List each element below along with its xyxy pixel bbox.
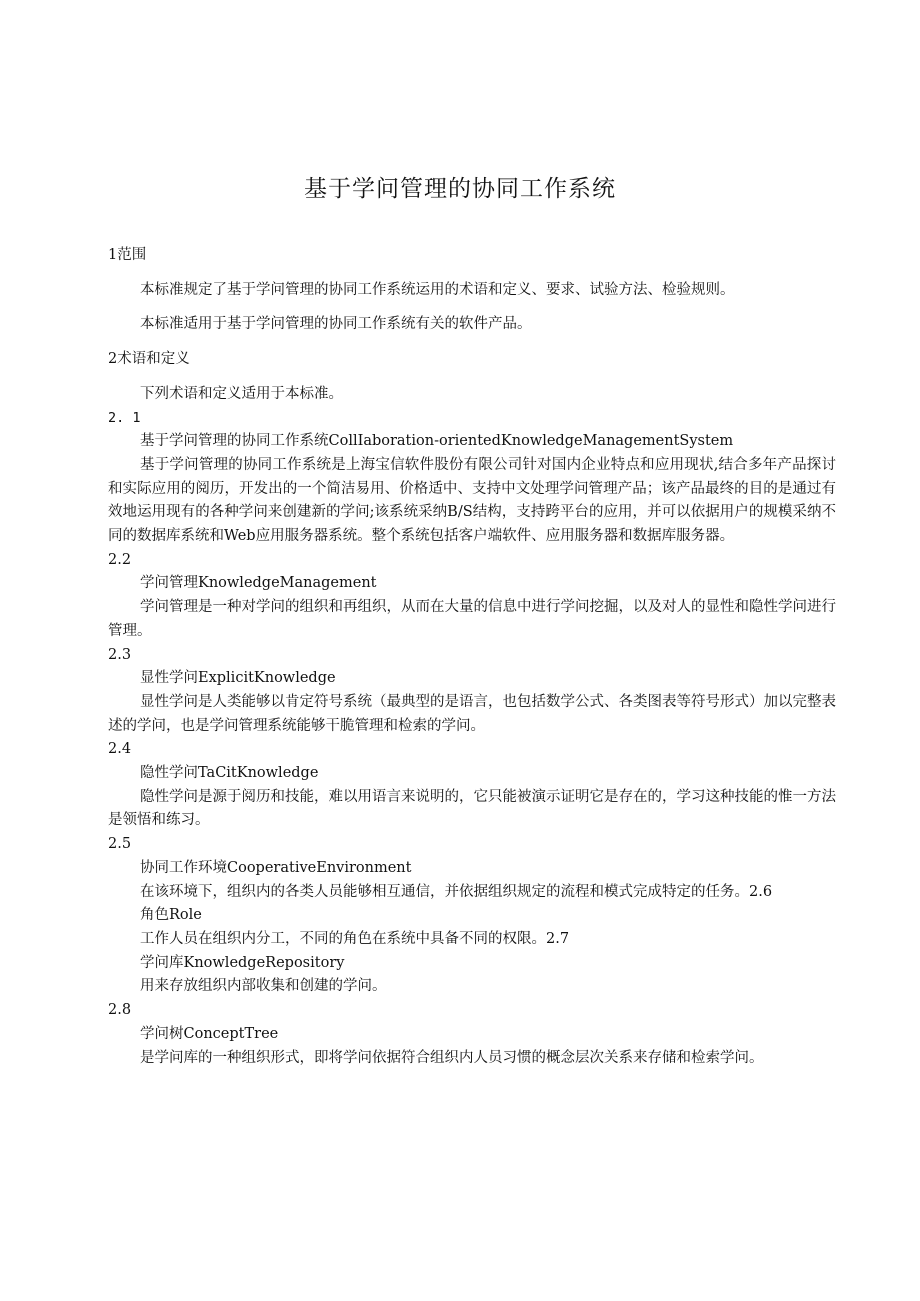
section-heading-terms: 2术语和定义 bbox=[108, 351, 190, 368]
clause-number: 2.5 bbox=[108, 836, 132, 853]
paragraph: 下列术语和定义适用于本标准。 bbox=[140, 385, 343, 402]
term-heading: 角色Role bbox=[140, 907, 202, 924]
term-heading: 协同工作环境CooperativeEnvironment bbox=[140, 859, 412, 876]
term-definition: 工作人员在组织内分工，不同的角色在系统中具备不同的权限。2.7 bbox=[140, 930, 570, 947]
term-definition: 显性学问是人类能够以肯定符号系统（最典型的是语言，也包括数学公式、各类图表等符号形式）加以完整表述的学问，也是学问管理系统能够干脆管理和检索的学问。 bbox=[108, 693, 836, 734]
term-definition: 隐性学问是源于阅历和技能，难以用语言来说明的，它只能被演示证明它是存在的，学习这种技能的惟一方法是领悟和练习。 bbox=[108, 788, 836, 829]
term-heading: 显性学问ExplicitKnowledge bbox=[140, 670, 336, 687]
paragraph: 本标准适用于基于学问管理的协同工作系统有关的软件产品。 bbox=[140, 316, 532, 333]
document-title: 基于学问管理的协同工作系统 bbox=[304, 176, 616, 202]
term-definition: 用来存放组织内部收集和创建的学问。 bbox=[140, 978, 387, 995]
term-definition: 是学问库的一种组织形式，即将学问依据符合组织内人员习惯的概念层次关系来存储和检索学问。 bbox=[140, 1049, 764, 1066]
term-heading: 学问库KnowledgeRepository bbox=[140, 954, 345, 971]
term-definition: 学问管理是一种对学问的组织和再组织，从而在大量的信息中进行学问挖掘，以及对人的显性和隐性学问进行管理。 bbox=[108, 599, 836, 639]
document-body bbox=[108, 244, 836, 1070]
clause-number: 2.8 bbox=[108, 1002, 132, 1019]
term-heading: 基于学问管理的协同工作系统CollIaboration-orientedKnowledgeManagementSystem bbox=[140, 433, 734, 450]
paragraph: 本标准规定了基于学问管理的协同工作系统运用的术语和定义、要求、试验方法、检验规则。 bbox=[140, 281, 735, 298]
section-heading-scope: 1范围 bbox=[108, 247, 147, 263]
term-heading: 隐性学问TaCitKnowledge bbox=[140, 765, 319, 782]
term-heading: 学问树ConceptTree bbox=[140, 1025, 279, 1042]
clause-number: 2.4 bbox=[108, 741, 132, 758]
clause-number: 2.3 bbox=[108, 646, 132, 663]
clause-number: 2.2 bbox=[108, 551, 132, 568]
clause-number: 2. 1 bbox=[108, 409, 141, 426]
term-definition: 在该环境下，组织内的各类人员能够相互通信，并依据组织规定的流程和模式完成特定的任务。2.6 bbox=[140, 883, 773, 900]
term-heading: 学问管理KnowledgeManagement bbox=[140, 575, 377, 592]
term-definition: 基于学问管理的协同工作系统是上海宝信软件股份有限公司针对国内企业特点和应用现状,结合多年产品探讨和实际应用的阅历，开发出的一个简洁易用、价格适中、支持中文处理学问管理产品；该产品最终的目的是通过有效地运用现有的各种学问来创建新的学问;该系统采纳B/S结构，支持跨平台的应用，并可以依据用户的规模采纳不同的数据库系统和Web应用服务器系统。整个系统包括客户端软件、应用服务器和数据库服务器。 bbox=[108, 456, 836, 545]
